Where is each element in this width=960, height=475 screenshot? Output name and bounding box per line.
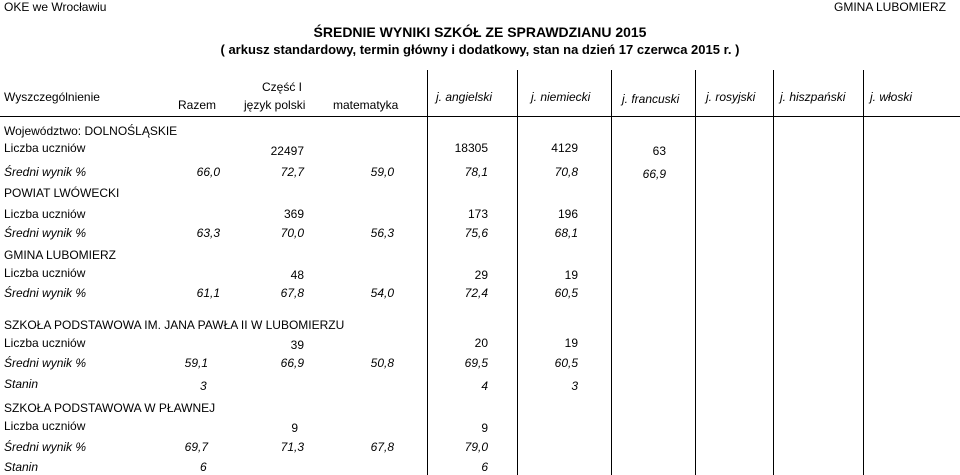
cell-count-niemiecki: 196: [557, 207, 578, 221]
row-label-avg: Średni wynik %: [4, 165, 87, 179]
cell-avg-polski: 67,8: [280, 286, 304, 300]
cell-stanin-niemiecki: 3: [571, 379, 578, 393]
col-separator: [773, 70, 774, 475]
col-header-part: Część I: [262, 80, 303, 94]
cell-avg-polski: 71,3: [280, 440, 304, 454]
cell-avg-matematyka: 54,0: [370, 286, 394, 300]
row-label-stanin: Stanin: [4, 377, 39, 391]
col-separator: [863, 70, 864, 475]
col-header-angielski: j. angielski: [436, 90, 493, 104]
cell-avg-razem: 63,3: [196, 226, 220, 240]
cell-count-angielski: 9: [481, 421, 488, 435]
row-label-count: Liczba uczniów: [4, 336, 86, 350]
report-subtitle: ( arkusz standardowy, termin główny i dodatkowy, stan na dzień 17 czerwca 2015 r. ): [220, 42, 740, 57]
cell-count-niemiecki: 4129: [551, 141, 578, 155]
row-label-count: Liczba uczniów: [4, 207, 86, 221]
section-title-school-lubomierz: SZKOŁA PODSTAWOWA IM. JANA PAWŁA II W LUBOMIERZU: [4, 318, 345, 332]
col-separator: [695, 70, 696, 475]
cell-avg-razem: 61,1: [196, 286, 220, 300]
cell-avg-niemiecki: 70,8: [554, 165, 578, 179]
cell-avg-niemiecki: 60,5: [554, 286, 578, 300]
cell-avg-razem: 66,0: [196, 165, 220, 179]
row-label-avg: Średni wynik %: [4, 356, 87, 370]
col-header-rosyjski: j. rosyjski: [706, 90, 756, 104]
col-header-niemiecki: j. niemiecki: [531, 90, 591, 104]
section-title-school-plawna: SZKOŁA PODSTAWOWA W PŁAWNEJ: [4, 401, 216, 415]
col-header-wloski: j. włoski: [870, 90, 913, 104]
cell-avg-polski: 66,9: [280, 356, 304, 370]
cell-count-niemiecki: 19: [564, 336, 578, 350]
cell-avg-matematyka: 56,3: [370, 226, 394, 240]
cell-count-polski: 369: [283, 207, 304, 221]
header-rule: [0, 116, 960, 117]
header-left: OKE we Wrocławiu: [4, 0, 107, 14]
cell-count-polski: 9: [291, 421, 298, 435]
col-header-desc: Wyszczególnienie: [4, 90, 100, 104]
report-title: ŚREDNIE WYNIKI SZKÓŁ ZE SPRAWDZIANU 2015: [313, 24, 647, 40]
cell-stanin-angielski: 6: [481, 460, 488, 474]
cell-count-polski: 39: [290, 338, 304, 352]
cell-count-angielski: 20: [474, 336, 488, 350]
row-label-stanin: Stanin: [4, 460, 39, 474]
cell-avg-polski: 72,7: [280, 165, 304, 179]
cell-count-angielski: 18305: [454, 141, 488, 155]
row-label-count: Liczba uczniów: [4, 266, 86, 280]
row-label-count: Liczba uczniów: [4, 419, 86, 433]
cell-count-polski: 48: [290, 268, 304, 282]
cell-stanin-angielski: 4: [481, 379, 488, 393]
cell-stanin-razem: 6: [200, 460, 207, 474]
cell-avg-matematyka: 67,8: [370, 440, 394, 454]
col-separator: [611, 70, 612, 475]
header-right: GMINA LUBOMIERZ: [833, 0, 946, 14]
cell-avg-angielski: 78,1: [464, 165, 488, 179]
cell-avg-angielski: 72,4: [464, 286, 488, 300]
cell-count-niemiecki: 19: [564, 268, 578, 282]
cell-avg-angielski: 75,6: [464, 226, 488, 240]
cell-avg-francuski: 66,9: [642, 167, 666, 181]
cell-avg-angielski: 79,0: [464, 440, 488, 454]
cell-count-francuski: 63: [652, 144, 666, 158]
cell-avg-niemiecki: 60,5: [554, 356, 578, 370]
cell-avg-niemiecki: 68,1: [554, 226, 578, 240]
row-label-avg: Średni wynik %: [4, 226, 87, 240]
row-label-count: Liczba uczniów: [4, 141, 86, 155]
cell-avg-polski: 70,0: [280, 226, 304, 240]
col-header-hiszpanski: j. hiszpański: [780, 90, 846, 104]
cell-avg-matematyka: 59,0: [370, 165, 394, 179]
cell-stanin-razem: 3: [200, 379, 207, 393]
section-title-gmina: GMINA LUBOMIERZ: [4, 248, 117, 262]
col-header-matematyka: matematyka: [333, 98, 399, 112]
section-title-wojewodztwo: Województwo: DOLNOŚLĄSKIE: [4, 124, 178, 138]
section-title-powiat: POWIAT LWÓWECKI: [4, 186, 120, 200]
cell-count-angielski: 29: [474, 268, 488, 282]
cell-avg-razem: 69,7: [184, 440, 208, 454]
col-header-francuski: j. francuski: [622, 92, 680, 106]
cell-count-angielski: 173: [467, 207, 488, 221]
cell-count-polski: 22497: [270, 144, 304, 158]
row-label-avg: Średni wynik %: [4, 286, 87, 300]
cell-avg-matematyka: 50,8: [370, 356, 394, 370]
cell-avg-angielski: 69,5: [464, 356, 488, 370]
col-header-razem: Razem: [178, 98, 217, 112]
row-label-avg: Średni wynik %: [4, 440, 87, 454]
col-header-polski: język polski: [244, 98, 306, 112]
cell-avg-razem: 59,1: [184, 356, 208, 370]
